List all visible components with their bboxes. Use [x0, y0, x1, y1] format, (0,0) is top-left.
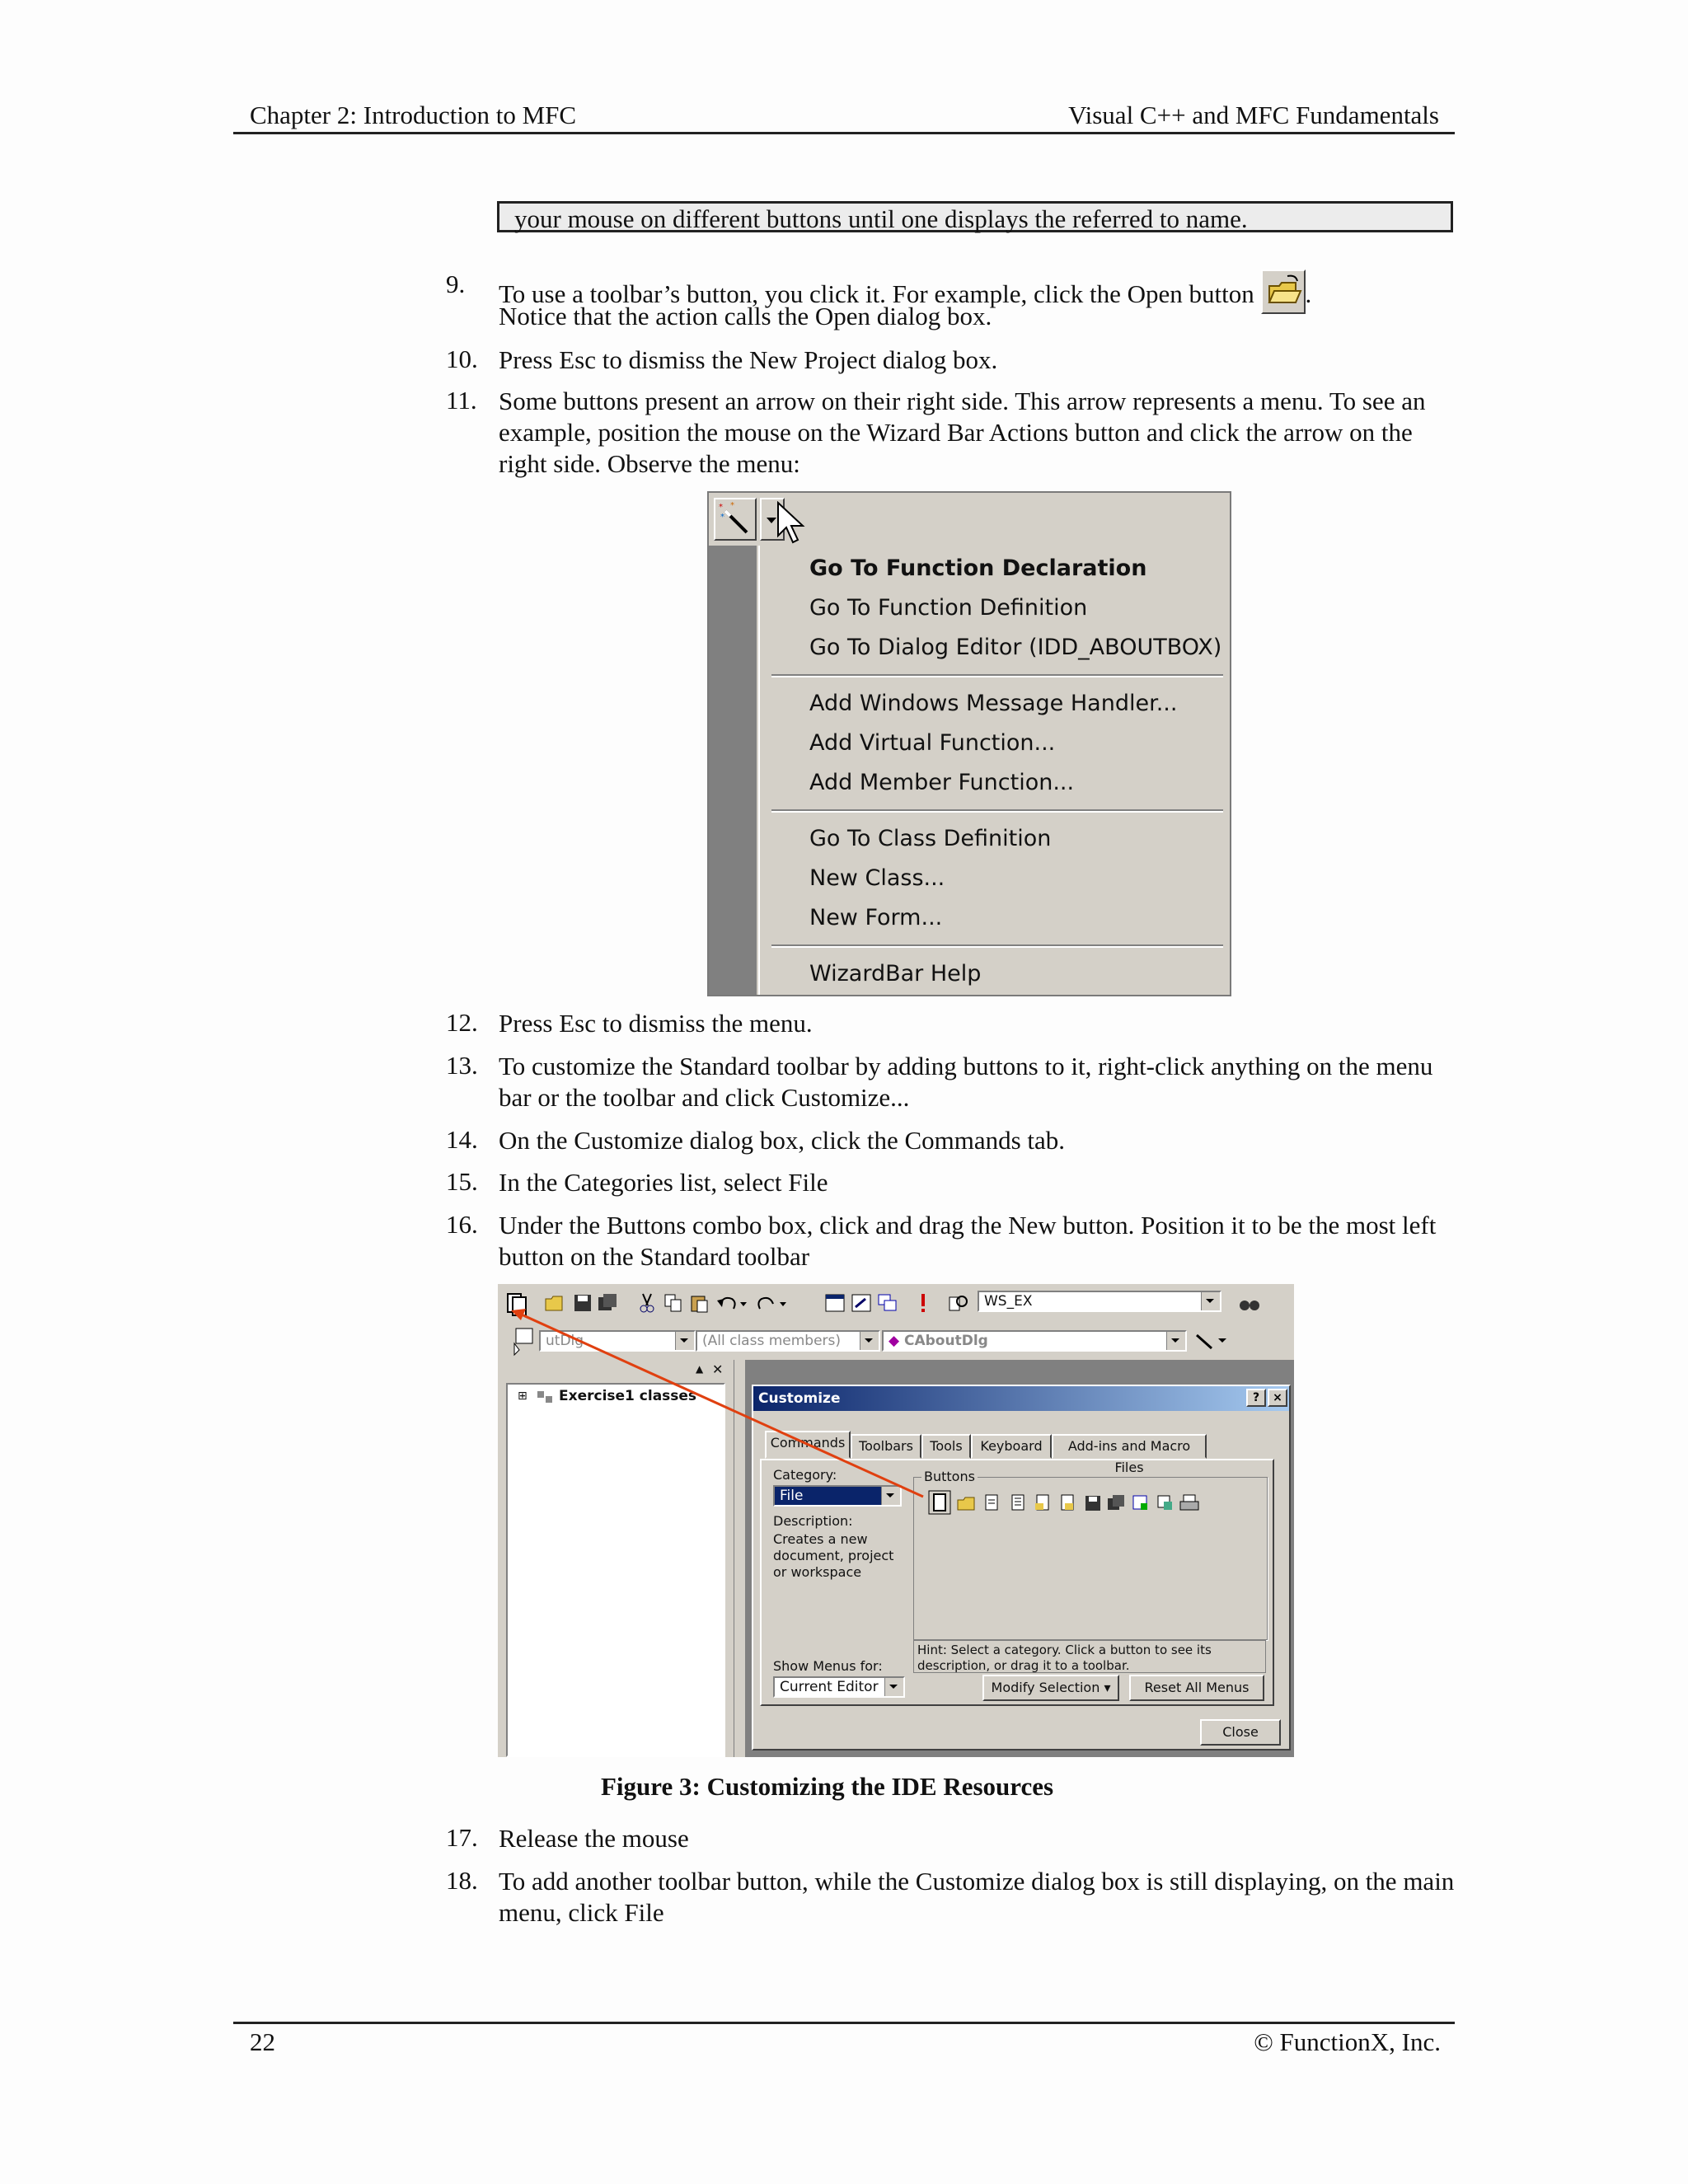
wizardbar-menu-figure	[707, 491, 1231, 996]
step-number: 16.	[446, 1210, 478, 1239]
class-combo-value: CAboutDlg	[904, 1333, 988, 1349]
figure-caption: Figure 3: Customizing the IDE Resources	[601, 1772, 1054, 1801]
step-9-line1: To use a toolbar’s button, you click it. For example, click the Open button	[499, 279, 1254, 308]
class-diamond-icon: ◆	[889, 1333, 904, 1349]
step-9-period: .	[1305, 279, 1312, 308]
menu-item-go-to-dialog-editor[interactable]: Go To Dialog Editor (IDD_ABOUTBOX)	[809, 635, 1222, 660]
category-label: Category:	[773, 1467, 837, 1483]
menu-separator	[771, 674, 1223, 677]
magic-wand-icon	[715, 499, 755, 539]
menu-item-add-windows-message-handler[interactable]: Add Windows Message Handler...	[809, 691, 1178, 716]
running-header-right: Visual C++ and MFC Fundamentals	[1068, 101, 1439, 129]
class-combo-left-value: utDlg	[546, 1333, 584, 1349]
note-box: your mouse on different buttons until one displays the referred to name.	[497, 201, 1453, 232]
find-combo-value: WS_EX	[984, 1293, 1033, 1310]
description-label: Description:	[773, 1513, 853, 1529]
copyright: © FunctionX, Inc.	[1254, 2027, 1441, 2056]
running-header-left: Chapter 2: Introduction to MFC	[250, 101, 577, 129]
footer-rule	[233, 2022, 1455, 2024]
menu-item-go-to-function-declaration[interactable]: Go To Function Declaration	[809, 555, 1147, 581]
svg-text:*: *	[730, 501, 734, 510]
show-menus-label: Show Menus for:	[773, 1658, 883, 1674]
mouse-cursor-icon	[776, 501, 806, 551]
step-text: In the Categories list, select File	[499, 1168, 828, 1197]
step-text: On the Customize dialog box, click the Commands tab.	[499, 1126, 1066, 1155]
svg-text:*: *	[719, 503, 723, 512]
step-9-line2: Notice that the action calls the Open dialog box.	[499, 302, 992, 330]
tab-commands[interactable]: Commands	[765, 1431, 851, 1459]
modify-selection-label: Modify Selection	[991, 1680, 1100, 1695]
members-combo-value: (All class members)	[702, 1333, 842, 1349]
menu-item-add-member-function[interactable]: Add Member Function...	[809, 770, 1075, 795]
close-icon[interactable]: ×	[1268, 1389, 1287, 1407]
category-value: File	[780, 1488, 804, 1504]
step-number: 9.	[446, 269, 466, 298]
hint-text: Hint: Select a category. Click a button to see its description, or drag it to a toolbar.	[913, 1640, 1266, 1673]
tree-expand-icon[interactable]: ⊞	[518, 1390, 528, 1403]
pane-maximize-icon[interactable]: ▲	[696, 1363, 704, 1375]
menu-item-go-to-class-definition[interactable]: Go To Class Definition	[809, 826, 1052, 851]
tab-add-ins[interactable]: Add-ins and Macro Files	[1052, 1434, 1207, 1459]
dialog-title: Customize	[758, 1390, 841, 1407]
close-button[interactable]: Close	[1200, 1719, 1281, 1746]
wizardbar-actions-menu	[758, 546, 1230, 995]
step-text: Under the Buttons combo box, click and drag the New button. Position it to be the most left button on the Standard toolbar	[499, 1211, 1437, 1271]
tab-tools[interactable]: Tools	[921, 1434, 971, 1459]
header-rule	[233, 132, 1455, 134]
pane-close-icon[interactable]: ✕	[712, 1361, 724, 1377]
reset-all-menus-button[interactable]: Reset All Menus	[1129, 1675, 1264, 1701]
menu-side-strip	[709, 546, 757, 995]
step-number: 18.	[446, 1866, 478, 1895]
step-number: 15.	[446, 1167, 478, 1196]
step-text: Press Esc to dismiss the New Project dialog box.	[499, 345, 998, 374]
description-text: Creates a new document, project or workspace	[773, 1531, 894, 1580]
step-text: Release the mouse	[499, 1824, 689, 1853]
ide-customize-figure	[498, 1284, 1294, 1757]
svg-text:*: *	[720, 513, 724, 522]
step-number: 10.	[446, 344, 478, 373]
buttons-group-label: Buttons	[921, 1469, 978, 1484]
menu-item-add-virtual-function[interactable]: Add Virtual Function...	[809, 730, 1056, 756]
menu-separator	[771, 809, 1223, 813]
step-text: Press Esc to dismiss the menu.	[499, 1009, 813, 1038]
show-menus-value: Current Editor	[780, 1679, 879, 1695]
menu-item-go-to-function-definition[interactable]: Go To Function Definition	[809, 595, 1088, 621]
step-number: 11.	[446, 386, 477, 415]
step-number: 14.	[446, 1125, 478, 1154]
step-text: To customize the Standard toolbar by adding buttons to it, right-click anything on the menu bar or the toolbar and click Customize...	[499, 1052, 1433, 1112]
step-number: 12.	[446, 1008, 478, 1037]
wizard-bar-actions-button[interactable]	[714, 498, 757, 541]
tab-keyboard[interactable]: Keyboard	[971, 1434, 1052, 1459]
step-text: To add another toolbar button, while the Customize dialog box is still displaying, on the main menu, click File	[499, 1867, 1455, 1927]
menu-item-new-class[interactable]: New Class...	[809, 865, 945, 891]
step-number: 13.	[446, 1051, 478, 1080]
chevron-down-icon: ▾	[1104, 1680, 1111, 1695]
drag-arrow	[498, 1284, 1294, 1757]
menu-separator	[771, 944, 1223, 948]
step-number: 17.	[446, 1823, 478, 1852]
tab-toolbars[interactable]: Toolbars	[851, 1434, 921, 1459]
menu-item-new-form[interactable]: New Form...	[809, 905, 943, 930]
step-text: Some buttons present an arrow on their right side. This arrow represents a menu. To see an example, position the mouse on the Wizard Bar Actions button and click the arrow on the right side. Observe the menu:	[499, 387, 1426, 478]
page-number: 22	[250, 2027, 275, 2056]
menu-item-wizardbar-help[interactable]: WizardBar Help	[809, 961, 982, 987]
help-button[interactable]: ?	[1246, 1389, 1266, 1407]
tree-root-label[interactable]: Exercise1 classes	[559, 1388, 697, 1404]
